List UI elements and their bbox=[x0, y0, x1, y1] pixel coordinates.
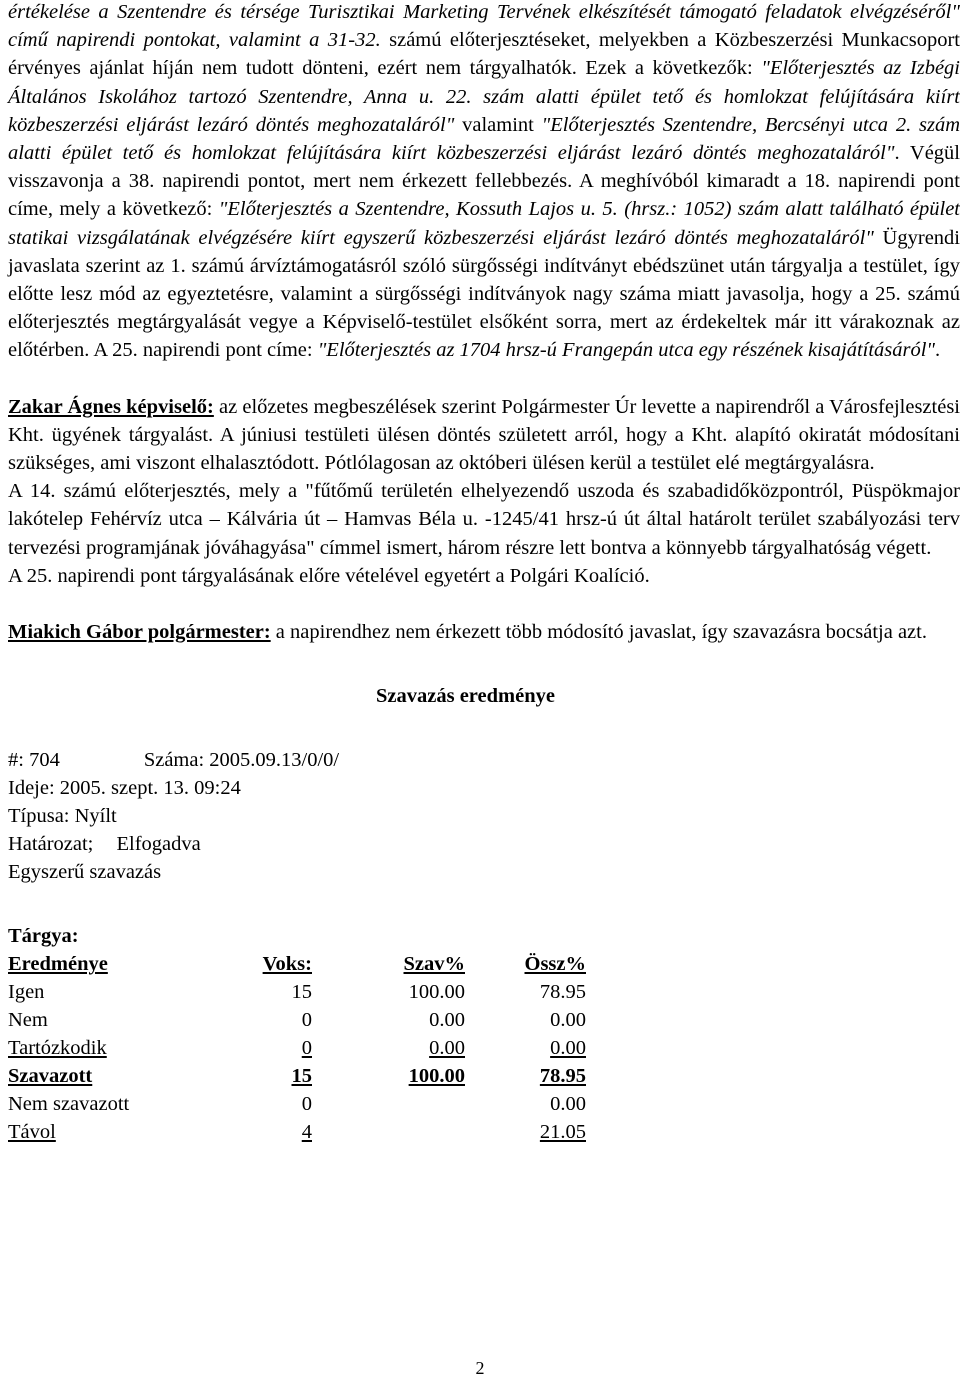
vote-hatarozat: Határozat; Elfogadva bbox=[8, 833, 201, 856]
row-szav: 100.00 bbox=[408, 981, 465, 1004]
row-label: Szavazott bbox=[8, 1065, 93, 1088]
spacer bbox=[8, 710, 960, 746]
row-szav: 100.00 bbox=[408, 1065, 465, 1088]
zakar-text: az előzetes megbeszélések szerint Polgármester Úr levette a napirendről a Városfejlesztési Kht. ügyének tárgyalást. A júniusi testületi ülésen döntés született arról, hogy a Kht. alapító okiratát módosítani szükséges, ami viszont elhalasztódott. Pótlólagosan az októberi ülésen kerül a testület elé megtárgyalásra. bbox=[8, 395, 960, 475]
row-ossz: 0.00 bbox=[550, 1093, 586, 1116]
table-row bbox=[8, 1034, 586, 1062]
row-label: Nem bbox=[8, 1009, 48, 1032]
row-ossz: 0.00 bbox=[550, 1009, 586, 1032]
row-ossz: 0.00 bbox=[550, 1037, 586, 1060]
agenda-text-5: Ügyrendi javaslata szerint az 1. számú árvíztámogatásról szóló sürgősségi indítványt ebédszünet után tárgyalja a testület, így előtte lesz mód az egyeztetésre, valamint a sürgősségi indítványok nagy száma miatt javasolja, hogy a 25. számú előterjesztés megtárgyalását vegye a Képviselő-testület elsőként sorra, mert az érdekeltek már itt várakoznak az előtérben. A 25. napirendi pont címe: bbox=[8, 226, 960, 362]
agenda-quote-1: "Előterjesztés az Izbégi Általános Iskolához tartozó Szentendre, Anna u. 22. szám alatti épület tető és homlokzat felújítására kiírt közbeszerzési eljárást lezáró döntés meghozataláról" bbox=[8, 57, 960, 136]
agenda-quote-2: "Előterjesztés Szentendre, Bercsényi utca 2. szám alatti épület tető és homlokzat felújítására kiírt közbeszerzési eljárást lezáró döntés meghozataláról" bbox=[8, 113, 960, 165]
row-voks: 15 bbox=[291, 981, 312, 1004]
row-szav: 0.00 bbox=[429, 1037, 465, 1060]
row-voks: 0 bbox=[301, 1037, 312, 1060]
agenda-quote-4: "Előterjesztés az 1704 hrsz-ú Frangepán utca egy részének kisajátításáról" bbox=[317, 339, 936, 362]
agenda-text-6: . bbox=[935, 339, 941, 362]
table-row bbox=[8, 1090, 586, 1118]
table-header-row bbox=[8, 950, 586, 978]
paragraph-item-25: A 25. napirendi pont tárgyalásának előre vételével egyetért a Polgári Koalíció. bbox=[8, 564, 650, 587]
row-label: Távol bbox=[8, 1121, 56, 1144]
table-row bbox=[8, 1006, 586, 1034]
vote-szama: Száma: 2005.09.13/0/0/ bbox=[143, 749, 340, 772]
vote-meta bbox=[8, 746, 960, 886]
row-szav bbox=[312, 1118, 465, 1146]
table-row bbox=[8, 1118, 586, 1146]
spacer bbox=[8, 365, 960, 393]
vote-tipusa: Típusa: Nyílt bbox=[8, 805, 117, 828]
paragraph-zakar bbox=[8, 393, 960, 478]
row-ossz: 78.95 bbox=[539, 1065, 586, 1088]
col-eredmenye: Eredménye bbox=[8, 953, 108, 976]
row-voks: 0 bbox=[301, 1093, 312, 1116]
miakich-text: a napirendhez nem érkezett több módosító javaslat, így szavazásra bocsátja azt. bbox=[270, 621, 927, 644]
agenda-quote-3: "Előterjesztés a Szentendre, Kossuth Lajos u. 5. (hrsz.: 1052) szám alatt található épület statikai vizsgálatának elvégzésére kiírt egyszerű közbeszerzési eljárást lezáró döntés meghozataláról" bbox=[8, 198, 960, 249]
row-voks: 4 bbox=[301, 1121, 312, 1144]
vote-number: #: 704 bbox=[8, 749, 60, 772]
vote-heading: Szavazás eredménye bbox=[376, 685, 555, 708]
vote-targya: Tárgya: bbox=[8, 925, 79, 948]
document-page bbox=[8, 0, 960, 1146]
paragraph-agenda bbox=[8, 0, 960, 365]
col-szav: Szav% bbox=[403, 953, 465, 976]
row-label: Tartózkodik bbox=[8, 1037, 107, 1060]
agenda-text-2: számú előterjesztéseket, melyekben a Közbeszerzési Munkacsoport érvényes ajánlat híján nem tudott dönteni, ezért nem tárgyalhatók. Ezek a következők: bbox=[8, 29, 960, 80]
spacer bbox=[8, 886, 960, 922]
speaker-zakar: Zakar Ágnes képviselő: bbox=[8, 395, 214, 418]
spacer bbox=[8, 646, 960, 682]
row-voks: 0 bbox=[301, 1009, 312, 1032]
table-row bbox=[8, 1062, 586, 1090]
table-row bbox=[8, 978, 586, 1006]
vote-number-line bbox=[8, 746, 960, 774]
spacer bbox=[8, 590, 960, 618]
speaker-miakich: Miakich Gábor polgármester: bbox=[8, 621, 271, 644]
row-ossz: 78.95 bbox=[539, 981, 586, 1004]
vote-results-table bbox=[8, 950, 586, 1146]
vote-ideje: Ideje: 2005. szept. 13. 09:24 bbox=[8, 777, 241, 800]
agenda-text-3: valamint bbox=[454, 113, 542, 136]
vote-egyszeru: Egyszerű szavazás bbox=[8, 861, 162, 884]
paragraph-miakich bbox=[8, 618, 960, 646]
row-voks: 15 bbox=[291, 1065, 312, 1088]
page-number: 2 bbox=[475, 1358, 485, 1378]
row-label: Nem szavazott bbox=[8, 1093, 130, 1116]
row-szav: 0.00 bbox=[429, 1009, 465, 1032]
row-szav bbox=[312, 1090, 465, 1118]
col-ossz: Össz% bbox=[524, 953, 586, 976]
paragraph-item-14: A 14. számú előterjesztés, mely a "fűtőmű területén elhelyezendő uszoda és szabadidőközpontról, Püspökmajor lakótelep Fehérvíz utca – Kálvária út – Hamvas Béla u. -1245/41 hrsz-ú út által határolt terület szabályozási terv tervezési programjának jóváhagyása" címmel ismert, három részre lett bontva a könnyebb tárgyalhatóság végett. bbox=[8, 480, 960, 559]
row-ossz: 21.05 bbox=[539, 1121, 586, 1144]
row-label: Igen bbox=[8, 981, 45, 1004]
agenda-text-4: . Végül visszavonja a 38. napirendi pontot, mert nem érkezett fellebbezés. A meghívóból kimaradt a 18. napirendi pont címe, mely a következő: bbox=[8, 142, 960, 221]
col-voks: Voks: bbox=[262, 953, 312, 976]
agenda-text-1: értékelése a Szentendre és térsége Turisztikai Marketing Tervének elkészítését támogató feladatok elvégzéséről" című napirendi pontokat, valamint a 31-32. bbox=[8, 1, 960, 52]
